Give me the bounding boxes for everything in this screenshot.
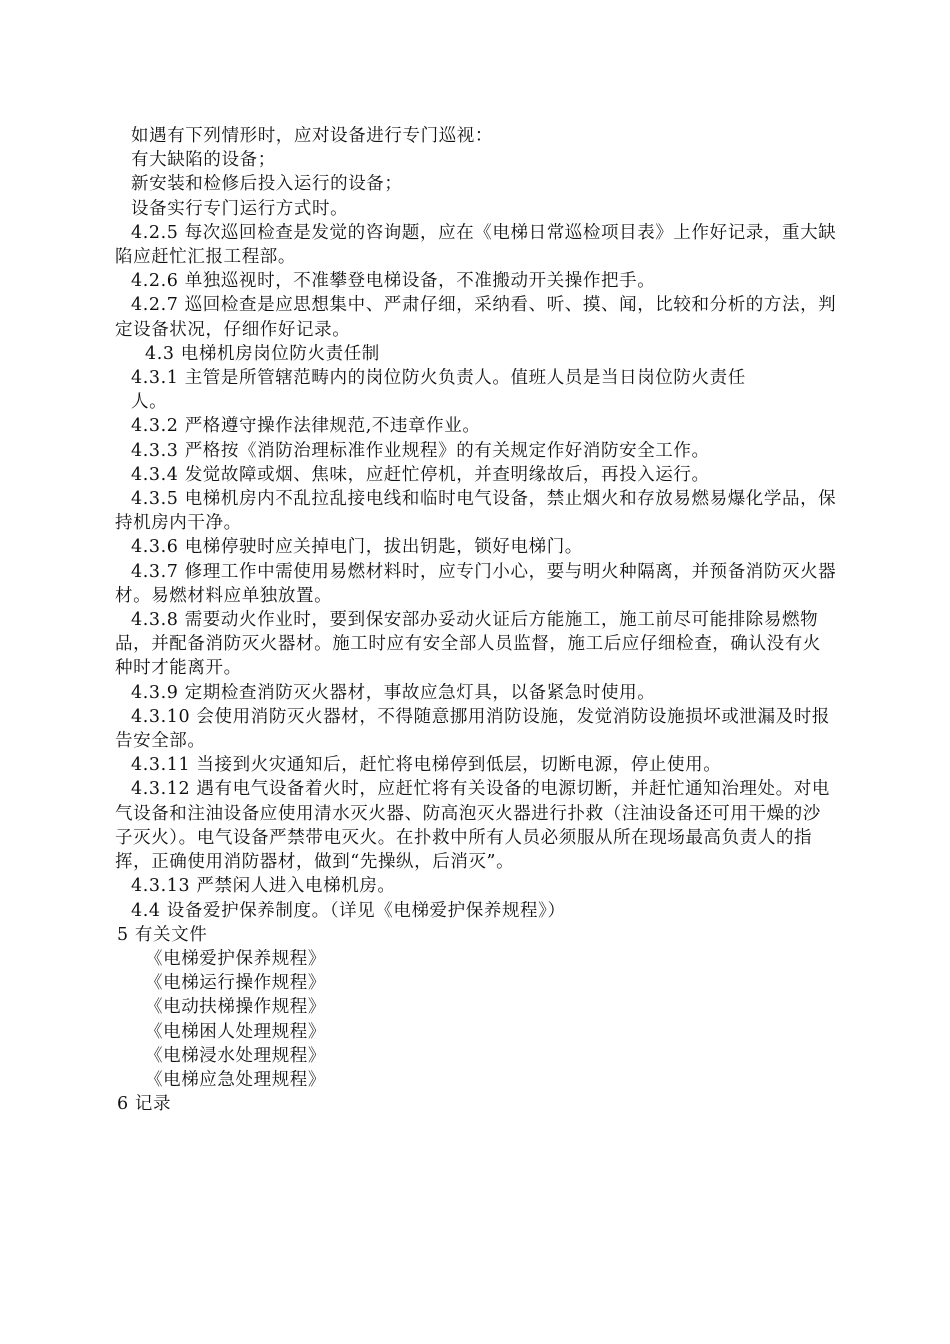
related-document-item: 《电动扶梯操作规程》 bbox=[145, 997, 326, 1018]
clause-4-2-6: 4.2.6 单独巡视时，不准攀登电梯设备，不准搬动开关操作把手。 bbox=[131, 271, 656, 292]
section-heading-5: 5 有关文件 bbox=[117, 924, 208, 945]
clause-4-3-12: 4.3.12 遇有电气设备着火时，应赶忙将有关设备的电源切断，并赶忙通知治理处。对电气设备和注油设备应使用清水灭火器、防高泡灭火器进行扑救（注油设备还可用干燥的沙子灭火）。电气设备严禁带电灭火。在扑救中所有人员必须服从所在现场最高负责人的指挥，正确使用消防器材，做到“先操纵，后消灭”。 bbox=[115, 779, 830, 873]
related-document-item: 《电梯困人处理规程》 bbox=[145, 1021, 326, 1042]
clause-4-3-9: 4.3.9 定期检查消防灭火器材，事故应急灯具，以备紧急时使用。 bbox=[131, 682, 656, 703]
clause-4-3-10: 4.3.10 会使用消防灭火器材，不得随意挪用消防设施，发觉消防设施损坏或泄漏及时报告安全部。 bbox=[115, 706, 830, 752]
clause-4-3-2: 4.3.2 严格遵守操作法律规范,不违章作业。 bbox=[131, 416, 481, 437]
related-document-item: 《电梯爱护保养规程》 bbox=[145, 948, 326, 969]
clause-4-3-1: 4.3.1 主管是所管辖范畴内的岗位防火负责人。值班人员是当日岗位防火责任 bbox=[131, 368, 746, 389]
special-patrol-item: 设备实行专门运行方式时。 bbox=[131, 198, 349, 219]
clause-4-3-3: 4.3.3 严格按《消防治理标准作业规程》的有关规定作好消防安全工作。 bbox=[131, 440, 710, 461]
clause-4-3-1-continuation: 人。 bbox=[131, 392, 168, 413]
clause-4-3-6: 4.3.6 电梯停驶时应关掉电门，拔出钥匙，锁好电梯门。 bbox=[131, 537, 583, 558]
related-document-item: 《电梯应急处理规程》 bbox=[145, 1069, 326, 1090]
clause-4-3-8: 4.3.8 需要动火作业时，要到保安部办妥动火证后方能施工，施工前尽可能排除易燃物品，并配备消防灭火器材。施工时应有安全部人员监督，施工后应仔细检查，确认没有火种时才能离开。 bbox=[115, 610, 821, 679]
clause-4-3-7: 4.3.7 修理工作中需使用易燃材料时，应专门小心，要与明火种隔离，并预备消防灭火器材。易燃材料应单独放置。 bbox=[115, 561, 837, 606]
document-body bbox=[115, 124, 837, 1116]
section-heading-4-4: 4.4 设备爱护保养制度。（详见《电梯爱护保养规程》） bbox=[131, 900, 566, 921]
related-document-item: 《电梯浸水处理规程》 bbox=[145, 1045, 326, 1066]
clause-4-3-13: 4.3.13 严禁闲人进入电梯机房。 bbox=[131, 876, 396, 897]
special-patrol-item: 新安装和检修后投入运行的设备； bbox=[131, 174, 403, 195]
section-heading-6: 6 记录 bbox=[117, 1094, 172, 1115]
clause-4-2-5: 4.2.5 每次巡回检查是发觉的咨询题，应在《电梯日常巡检项目表》上作好记录，重大缺陷应赶忙汇报工程部。 bbox=[115, 222, 837, 268]
clause-4-3-5: 4.3.5 电梯机房内不乱拉乱接电线和临时电气设备，禁止烟火和存放易燃易爆化学品，保持机房内干净。 bbox=[115, 489, 837, 534]
clause-4-3-11: 4.3.11 当接到火灾通知后，赶忙将电梯停到低层，切断电源，停止使用。 bbox=[131, 755, 722, 776]
clause-4-2-7: 4.2.7 巡回检查是应思想集中、严肃仔细，采纳看、听、摸、闻，比较和分析的方法，判定设备状况，仔细作好记录。 bbox=[115, 295, 837, 340]
section-heading-4-3: 4.3 电梯机房岗位防火责任制 bbox=[145, 343, 380, 364]
special-patrol-item: 有大缺陷的设备； bbox=[131, 150, 276, 171]
clause-4-3-4: 4.3.4 发觉故障或烟、焦味，应赶忙停机，并查明缘故后，再投入运行。 bbox=[131, 464, 710, 485]
related-document-item: 《电梯运行操作规程》 bbox=[145, 973, 326, 994]
special-patrol-intro: 如遇有下列情形时，应对设备进行专门巡视： bbox=[131, 126, 493, 146]
